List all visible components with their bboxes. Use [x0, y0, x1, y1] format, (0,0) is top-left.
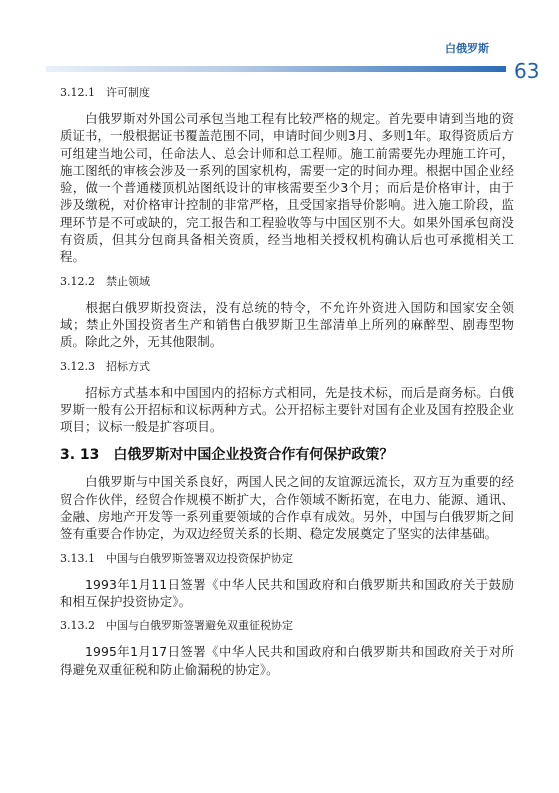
paragraph-text: 1995年1月17日签署《中华人民共和国政府和白俄罗斯共和国政府关于对所得避免双重征税和防止偷漏税的协定》。 — [60, 644, 514, 677]
subsection-heading-bidding: 3.12.3 招标方式 — [60, 359, 150, 373]
subsection-heading-investment-treaty: 3.13.1 中国与白俄罗斯签署双边投资保护协定 — [60, 551, 293, 565]
paragraph-prohibited — [60, 299, 514, 351]
subsection-heading-tax-treaty: 3.13.2 中国与白俄罗斯签署避免双重征税协定 — [60, 619, 293, 633]
paragraph-text: 白俄罗斯对外国公司承包当地工程有比较严格的规定。首先要申请到当地的资质证书，一般根据证书覆盖范围不同，申请时间少则3月、多则1年。取得资质后方可组建当地公司，任命法人、总会计师和总工程师。施工前需要先办理施工许可，施工图纸的审核会涉及一系列的国家机构，需要一定的时间办理。根据中国企业经验，做一个普通楼顶机站图纸设计的审核需要至少3个月；而后是价格审计，由于涉及缴税，对价格审计控制的非常严格，且受国家指导价影响。进入施工阶段，监理环节是不可或缺的，完工报告和工程验收等与中国区别不大。如果外国承包商没有资质，但其分包商具备相关资质，经当地相关授权机构确认后也可承揽相关工程。 — [60, 111, 514, 265]
paragraph-bidding — [60, 384, 514, 436]
paragraph-text: 1993年1月11日签署《中华人民共和国政府和白俄罗斯共和国政府关于鼓励和相互保护投资协定》。 — [60, 576, 514, 609]
paragraph-text: 根据白俄罗斯投资法，没有总统的特令，不允许外资进入国防和国家安全领域；禁止外国投资者生产和销售白俄罗斯卫生部清单上所列的麻醉型、剧毒型物质。除此之外，无其他限制。 — [60, 299, 514, 350]
page-number: 63 — [514, 59, 540, 83]
page-body — [60, 86, 514, 687]
subsection-heading-prohibited: 3.12.2 禁止领域 — [60, 274, 150, 288]
section-heading-protection: 3. 13 白俄罗斯对中国企业投资合作有何保护政策？ — [60, 447, 394, 464]
paragraph-protection — [60, 473, 514, 542]
paragraph-investment-treaty — [60, 576, 514, 611]
subsection-heading-licensing: 3.12.1 许可制度 — [60, 86, 150, 99]
paragraph-tax-treaty — [60, 643, 514, 678]
chapter-label: 白俄罗斯 — [445, 42, 489, 55]
paragraph-text: 白俄罗斯与中国关系良好，两国人民之间的友谊源远流长，双方互为重要的经贸合作伙伴，经贸合作规模不断扩大，合作领域不断拓宽，在电力、能源、通讯、金融、房地产开发等一系列重要领域的合作卓有成效。另外，中国与白俄罗斯之间签有重要合作协定，为双边经贸关系的长期、稳定发展奠定了坚实的法律基础。 — [60, 474, 514, 542]
paragraph-text: 招标方式基本和中国国内的招标方式相同，先是技术标，而后是商务标。白俄罗斯一般有公开招标和议标两种方式。公开招标主要针对国有企业及国有控股企业项目；议标一般是扩容项目。 — [60, 384, 514, 435]
header-rule — [46, 66, 506, 72]
paragraph-licensing — [60, 110, 514, 266]
